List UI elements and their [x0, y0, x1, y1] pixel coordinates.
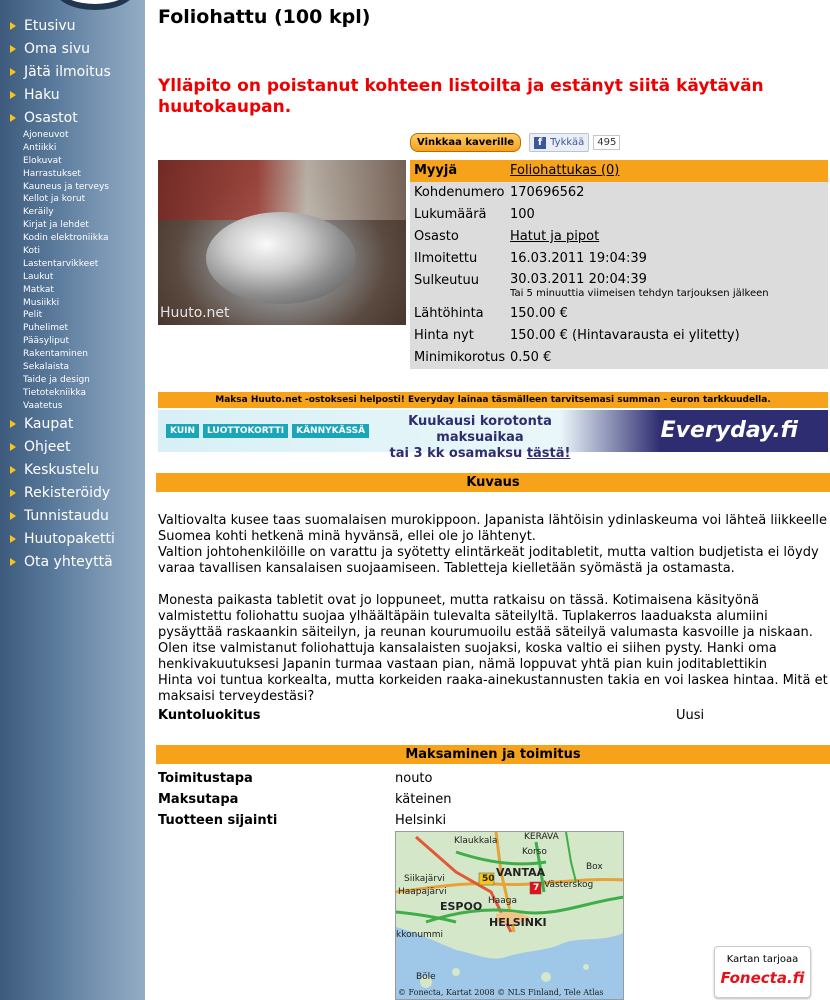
category-link[interactable]: Koti	[23, 246, 40, 257]
delivery-value: nouto	[395, 771, 433, 786]
like-label: Tykkää	[550, 137, 585, 148]
map-provider-badge[interactable]	[714, 946, 811, 998]
page-title: Foliohattu (100 kpl)	[158, 6, 371, 28]
item-number-row	[410, 182, 828, 204]
sidebar-item[interactable]	[0, 14, 145, 37]
min-increment-row	[410, 347, 828, 369]
tell-friend-button[interactable]: Vinkkaa kaverille	[410, 133, 521, 152]
category-link[interactable]: Kellot ja korut	[23, 194, 86, 205]
posted-value: 16.03.2011 19:04:39	[510, 251, 647, 266]
ad-link[interactable]: tästä!	[526, 446, 571, 461]
category-link[interactable]: Puhelimet	[23, 323, 69, 334]
sidebar-item-label: Tunnistaudu	[24, 508, 109, 525]
sidebar-item-label: Huutopaketti	[24, 531, 115, 548]
payment-method-label: Maksutapa	[158, 792, 239, 807]
sidebar-item-label: Keskustelu	[24, 462, 100, 479]
bullet-triangle-icon	[10, 489, 16, 497]
item-number-label: Kohdenumero	[414, 185, 505, 200]
description-text	[158, 513, 830, 705]
bullet-triangle-icon	[10, 535, 16, 543]
removed-notice: Ylläpito on poistanut kohteen listoilta ja estänyt siitä käytävän huutokaupan.	[158, 76, 764, 117]
description-paragraph: Valtiovalta kusee taas suomalaisen murokippoon. Japanista lähtöisin ydinlaskeuma voi lähteä liikkeelle Suomea kohti hetkenä minä hyvänsä, ellei ole jo lähtenyt. Valtion johtohenkilöille on varattu ja syötetty elintärkeät joditabletit, mutta valtion budjetista ei löydy varaa tavallisen kansalaisen suojaamiseen. Tabletteja kielletään syömästä ja ostamasta.	[158, 513, 828, 576]
item-info-table	[410, 160, 828, 369]
item-number-value: 170696562	[510, 185, 585, 200]
min-increment-value: 0.50 €	[510, 350, 552, 365]
current-price-value: 150.00 € (Hintavarausta ei ylitetty)	[510, 328, 740, 343]
sidebar-item[interactable]	[0, 83, 145, 106]
category-link[interactable]: Pelit	[23, 310, 43, 321]
everyday-ad-banner[interactable]	[158, 410, 828, 461]
section-row	[410, 226, 828, 248]
seller-label: Myyjä	[414, 163, 458, 178]
closes-label: Sulkeutuu	[414, 273, 479, 288]
fonecta-logo: Fonecta.fi	[720, 969, 805, 987]
road-number: 7	[533, 883, 540, 893]
category-link[interactable]: Pääsyliput	[23, 336, 70, 347]
sidebar-item[interactable]	[0, 482, 145, 505]
category-link[interactable]: Kodin elektroniikka	[23, 233, 109, 244]
sidebar-item-label: Oma sivu	[24, 40, 91, 57]
ad-line-1: Kuukausi korotonta maksuaikaa	[408, 414, 552, 445]
bullet-triangle-icon	[10, 114, 16, 122]
category-link[interactable]: Rakentaminen	[23, 349, 88, 360]
bullet-triangle-icon	[10, 68, 16, 76]
share-row	[410, 133, 620, 152]
section-link[interactable]: Hatut ja pipot	[510, 229, 600, 244]
bullet-triangle-icon	[10, 512, 16, 520]
map-label: kkonummi	[396, 930, 444, 940]
map-label: Box	[586, 862, 603, 872]
map-label: Klaukkala	[454, 836, 498, 846]
road-number: 50	[482, 874, 495, 884]
category-link[interactable]: Kauneus ja terveys	[23, 181, 109, 192]
sidebar-menu	[0, 14, 145, 574]
photo-background	[158, 160, 406, 220]
sidebar-item[interactable]	[0, 37, 145, 60]
category-link[interactable]: Taide ja design	[23, 374, 90, 385]
sidebar-item-label: Ohjeet	[24, 439, 71, 456]
closes-value: 30.03.2011 20:04:39	[510, 272, 647, 287]
map-label: HELSINKI	[489, 916, 547, 929]
quantity-label: Lukumäärä	[414, 207, 487, 222]
map-label: KERAVA	[524, 832, 559, 842]
location-value: Helsinki	[395, 813, 447, 828]
current-price-row	[410, 325, 828, 347]
category-link[interactable]: Tietotekniikka	[23, 387, 87, 398]
category-list	[0, 129, 145, 413]
category-link[interactable]: Matkat	[23, 284, 54, 295]
category-link[interactable]: Musiikki	[23, 297, 60, 308]
map-label: VANTAA	[496, 866, 546, 879]
sidebar-item[interactable]	[0, 528, 145, 551]
ad-tag: LUOTTOKORTTI	[203, 424, 288, 438]
sidebar-item-label: Etusivu	[24, 17, 76, 34]
description-heading: Kuvaus	[156, 473, 830, 492]
description-paragraph: Monesta paikasta tabletit ovat jo loppuneet, mutta ratkaisu on tässä. Kotimaisena käsityönä valmistettu foliohattu suojaa ylhäältäpäin tulevalta säteilyltä. Tuplakerros laaduaksta alumiini pysäyttää raskaankin säiteilyn, ja reunan kourumuoilu estää säteilyä valumasta kasvoille ja niskaan. Olen itse valmistanut foliohattuja kansalaisten suojaksi, koska valtio ei siihen pysty. Hanki oma henkivakuutuksesi Japanin turmaa vastaan pian, nämä loppuvat yhtä pian kuin joditablettikin Hinta voi tuntua korkealta, mutta korkeiden raaka-ainekustannusten takia en voi laskea hintaa. Mitä et maksaisi terveydestäsi?	[158, 593, 828, 704]
bullet-triangle-icon	[10, 466, 16, 474]
seller-row	[410, 160, 828, 182]
category-link[interactable]: Elokuvat	[23, 155, 62, 166]
sidebar-item[interactable]	[0, 436, 145, 459]
location-label: Tuotteen sijainti	[158, 813, 278, 828]
map-label: Haaga	[488, 896, 518, 906]
sidebar-item[interactable]	[0, 459, 145, 482]
min-increment-label: Minimikorotus	[414, 350, 506, 365]
category-link[interactable]: Antiikki	[23, 142, 57, 153]
bullet-triangle-icon	[10, 420, 16, 428]
sidebar-item-label: Jätä ilmoitus	[24, 63, 111, 80]
sidebar-item-label: Ota yhteyttä	[24, 554, 113, 571]
bullet-triangle-icon	[10, 443, 16, 451]
sidebar-item-label: Rekisteröidy	[24, 485, 111, 502]
sidebar-item-label: Osastot	[24, 109, 78, 126]
bullet-triangle-icon	[10, 558, 16, 566]
sidebar-item[interactable]	[0, 505, 145, 528]
map-copyright: © Fonecta, Kartat 2008 © NLS Finland, Tele Atlas	[398, 988, 604, 997]
item-photo[interactable]	[158, 160, 406, 325]
condition-value: Uusi	[676, 708, 705, 723]
map-label: ESPOO	[440, 900, 483, 913]
site-logo[interactable]	[55, 0, 135, 10]
category-link[interactable]: Harrastukset	[23, 168, 81, 179]
like-count: 495	[593, 135, 620, 150]
foil-hat-image	[206, 212, 356, 304]
ad-brand: Everyday.fi	[660, 418, 798, 443]
quantity-row	[410, 204, 828, 226]
facebook-icon: f	[534, 137, 546, 149]
ad-tag: KÄNNYKÄSSÄ	[292, 424, 369, 438]
bullet-triangle-icon	[10, 22, 16, 30]
map-label: Siikajärvi	[404, 874, 445, 884]
start-price-label: Lähtöhinta	[414, 306, 484, 321]
sidebar-item[interactable]	[0, 413, 145, 436]
sidebar-item[interactable]	[0, 551, 145, 574]
category-link[interactable]: Keräily	[23, 207, 54, 218]
sidebar-nav	[0, 0, 145, 1000]
map-label: Västerskog	[544, 880, 594, 890]
posted-row	[410, 248, 828, 270]
ad-line-2: tai 3 kk osamaksu	[389, 446, 527, 461]
sidebar-item[interactable]	[0, 106, 145, 129]
delivery-label: Toimitustapa	[158, 771, 253, 786]
current-price-label: Hinta nyt	[414, 328, 474, 343]
condition-row	[158, 708, 830, 723]
category-link[interactable]: Ajoneuvot	[23, 130, 69, 140]
payment-heading: Maksaminen ja toimitus	[156, 745, 830, 764]
ad-text-bar[interactable]: Maksa Huuto.net -ostoksesi helposti! Everyday lainaa täsmälleen tarvitsemasi summan - euron tarkkuudella.	[158, 392, 828, 408]
posted-label: Ilmoitettu	[414, 251, 478, 266]
location-map[interactable]	[395, 831, 624, 1000]
category-link[interactable]: Laukut	[23, 271, 54, 282]
map-provider-text: Kartan tarjoaa	[726, 954, 799, 965]
photo-watermark: Huuto.net	[160, 305, 230, 321]
sidebar-item-label: Kaupat	[24, 416, 74, 433]
seller-link[interactable]: Foliohattukas (0)	[510, 163, 620, 178]
section-label: Osasto	[414, 229, 459, 244]
start-price-value: 150.00 €	[510, 306, 568, 321]
sidebar-item[interactable]	[0, 60, 145, 83]
ad-tag: KUIN	[166, 424, 199, 438]
map-label: Haapajärvi	[398, 887, 447, 897]
category-link[interactable]: Vaatetus	[23, 400, 63, 411]
quantity-value: 100	[510, 207, 535, 222]
closes-note: Tai 5 minuuttia viimeisen tehdyn tarjouksen jälkeen	[510, 288, 769, 299]
bullet-triangle-icon	[10, 45, 16, 53]
sidebar-item-label: Haku	[24, 86, 60, 103]
condition-label: Kuntoluokitus	[158, 708, 261, 723]
payment-method-value: käteinen	[395, 792, 452, 807]
category-link[interactable]: Lastentarvikkeet	[23, 258, 99, 269]
facebook-like-button[interactable]	[529, 133, 589, 152]
bullet-triangle-icon	[10, 91, 16, 99]
closes-row	[410, 270, 828, 303]
category-link[interactable]: Kirjat ja lehdet	[23, 220, 89, 231]
map-label: Böle	[416, 972, 436, 982]
category-link[interactable]: Sekalaista	[23, 362, 70, 373]
start-price-row	[410, 303, 828, 325]
payment-details	[158, 768, 451, 831]
map-label: Korso	[522, 847, 547, 857]
